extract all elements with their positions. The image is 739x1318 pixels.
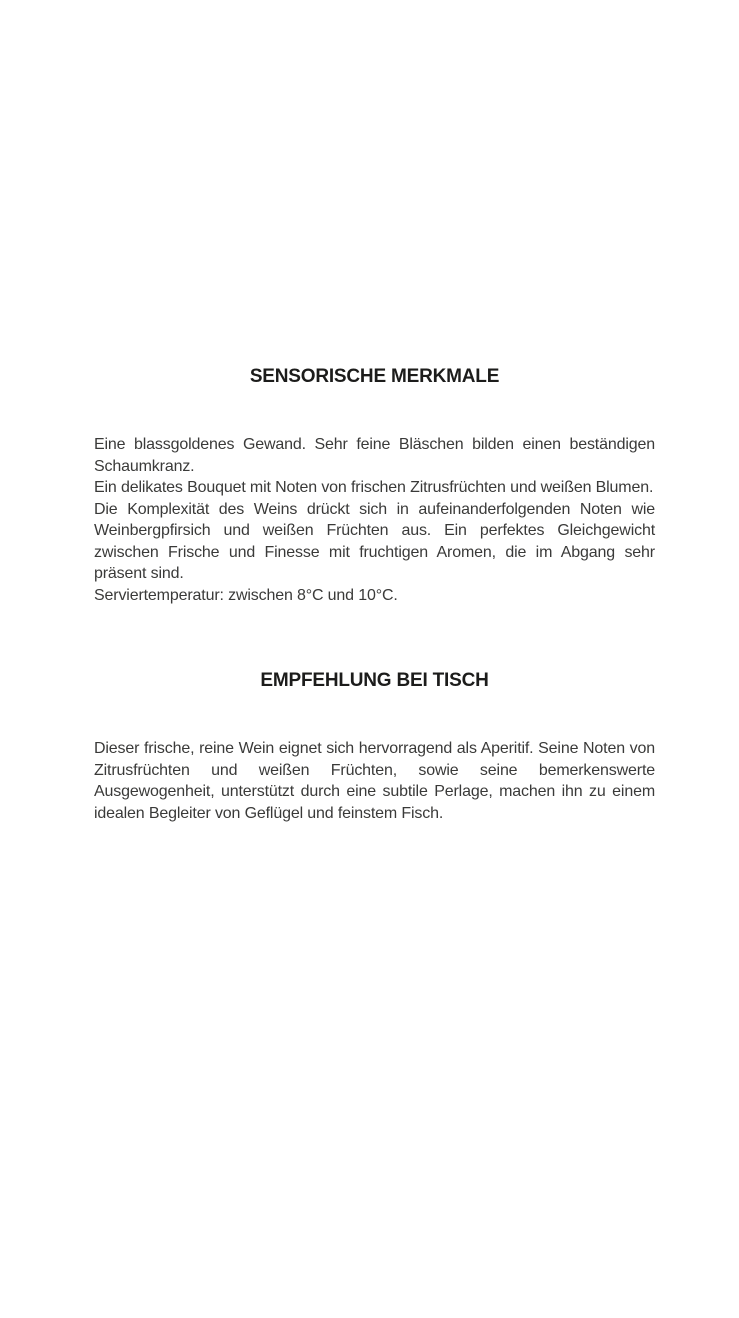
section-title-food-pairing: EMPFEHLUNG BEI TISCH bbox=[260, 670, 489, 691]
paragraph-bouquet: Ein delikates Bouquet mit Noten von frischen Zitrusfrüchten und weißen Blumen. bbox=[94, 479, 654, 496]
section-body-sensory bbox=[94, 434, 655, 606]
paragraph-pairing: Dieser frische, reine Wein eignet sich hervorragend als Aperitif. Seine Noten von Zitrusfrüchten und weißen Früchten, sowie seine bemerkenswerte Ausgewogenheit, unterstützt durch eine subtile Perlage, machen ihn zu einem idealen Begleiter von Geflügel und feinstem Fisch. bbox=[94, 740, 655, 822]
paragraph-palate: Die Komplexität des Weins drückt sich in aufeinanderfolgenden Noten wie Weinbergpfirsich und weißen Früchten aus. Ein perfektes Gleichgewicht zwischen Frische und Finesse mit fruchtigen Aromen, die im Abgang sehr präsent sind. bbox=[94, 500, 655, 582]
section-title-sensory-characteristics: SENSORISCHE MERKMALE bbox=[249, 366, 500, 387]
paragraph-serving-temperature: Serviertemperatur: zwischen 8°C und 10°C. bbox=[94, 586, 398, 604]
document-page bbox=[94, 0, 655, 824]
section-body-pairing bbox=[94, 738, 655, 824]
paragraph-appearance: Eine blassgoldenes Gewand. Sehr feine Bläschen bilden einen beständigen Schaumkranz. bbox=[94, 436, 655, 475]
